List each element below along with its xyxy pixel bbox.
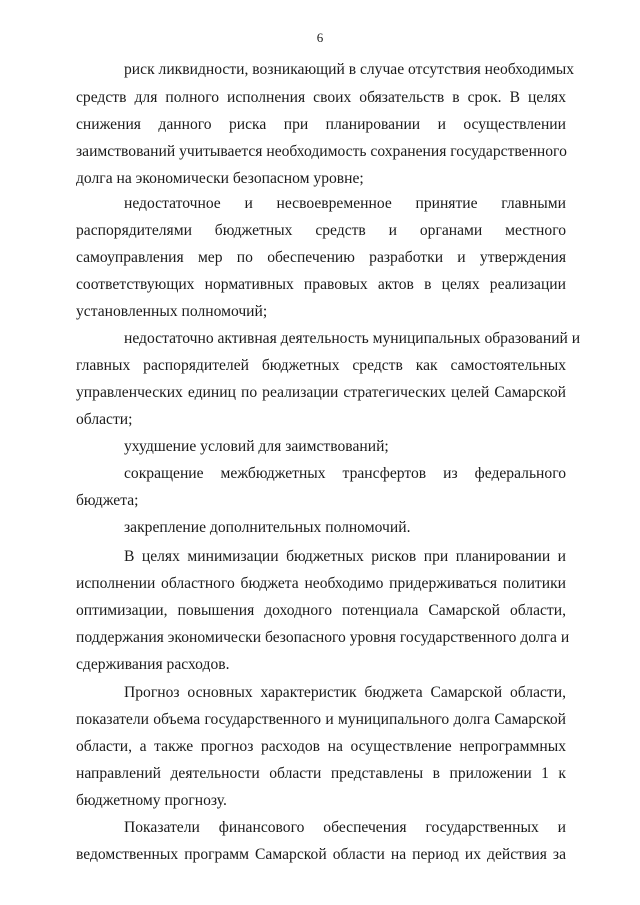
text-line: показатели объема государственного и муниципального долга Самарской: [76, 711, 566, 728]
text-line: Показатели финансового обеспечения государственных и: [124, 819, 566, 836]
text-line: снижения данного риска при планировании и осуществлении: [76, 116, 566, 133]
text-line: сокращение межбюджетных трансфертов из федерального: [124, 465, 566, 482]
text-line: недостаточное и несвоевременное принятие главными: [124, 195, 566, 212]
text-line: В целях минимизации бюджетных рисков при планировании и: [124, 548, 566, 565]
text-line: сдерживания расходов.: [76, 656, 230, 673]
text-line: ухудшение условий для заимствований;: [124, 438, 389, 455]
text-line: области, а также прогноз расходов на осуществление непрограммных: [76, 738, 566, 755]
text-line: управленческих единиц по реализации стратегических целей Самарской: [76, 384, 566, 401]
text-line: ведомственных программ Самарской области на период их действия за: [76, 846, 566, 863]
text-line: долга на экономически безопасном уровне;: [76, 170, 364, 187]
text-line: средств для полного исполнения своих обязательств в срок. В целях: [76, 89, 566, 106]
page-number: 6: [316, 30, 324, 45]
text-line: исполнении областного бюджета необходимо придерживаться политики: [76, 575, 566, 592]
text-line: главных распорядителей бюджетных средств как самостоятельных: [76, 357, 566, 374]
text-line: поддержания экономически безопасного уровня государственного долга и: [76, 629, 570, 646]
text-line: самоуправления мер по обеспечению разработки и утверждения: [76, 249, 566, 266]
text-line: риск ликвидности, возникающий в случае отсутствия необходимых: [124, 61, 575, 78]
text-line: недостаточно активная деятельность муниципальных образований и: [124, 330, 581, 347]
text-line: оптимизации, повышения доходного потенциала Самарской области,: [76, 602, 566, 619]
text-line: распорядителями бюджетных средств и органами местного: [76, 222, 566, 239]
text-line: закрепление дополнительных полномочий.: [124, 519, 411, 536]
text-line: соответствующих нормативных правовых актов в целях реализации: [76, 276, 566, 293]
text-line: установленных полномочий;: [76, 303, 268, 320]
text-line: бюджетному прогнозу.: [76, 792, 227, 809]
text-line: бюджета;: [76, 492, 139, 509]
text-line: Прогноз основных характеристик бюджета Самарской области,: [124, 684, 566, 701]
text-line: заимствований учитывается необходимость сохранения государственного: [76, 143, 567, 160]
text-line: направлений деятельности области представлены в приложении 1 к: [76, 765, 566, 782]
text-line: области;: [76, 411, 133, 428]
